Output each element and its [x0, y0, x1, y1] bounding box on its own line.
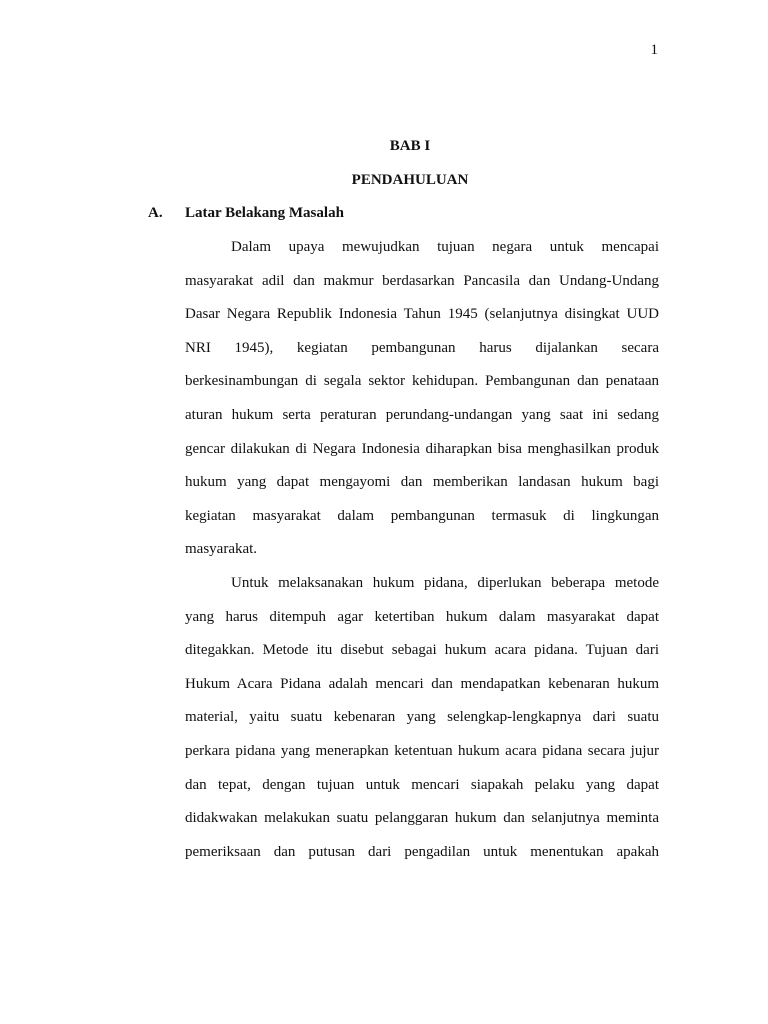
- section-title: Latar Belakang Masalah: [185, 205, 344, 221]
- paragraph-line: pemeriksaan dan putusan dari pengadilan untuk menentukan apakah: [185, 843, 659, 860]
- chapter-title: PENDAHULUAN: [351, 172, 469, 188]
- paragraph-line: hukum yang dapat mengayomi dan memberikan landasan hukum bagi: [185, 474, 659, 491]
- section-heading: [148, 205, 344, 222]
- paragraph-1: [185, 237, 659, 573]
- paragraph-line: masyarakat.: [185, 541, 258, 558]
- paragraph-line: perkara pidana yang menerapkan ketentuan hukum acara pidana secara jujur: [185, 742, 659, 759]
- paragraph-line: NRI 1945), kegiatan pembangunan harus dijalankan secara: [185, 339, 659, 356]
- paragraph-line: berkesinambungan di segala sektor kehidupan. Pembangunan dan penataan: [185, 373, 659, 390]
- paragraph-line: Dasar Negara Republik Indonesia Tahun 1945 (selanjutnya disingkat UUD: [185, 306, 659, 323]
- paragraph-line: kegiatan masyarakat dalam pembangunan termasuk di lingkungan: [185, 507, 659, 524]
- paragraph-line: Untuk melaksanakan hukum pidana, diperlukan beberapa metode: [231, 575, 659, 591]
- paragraph-line: didakwakan melakukan suatu pelanggaran hukum dan selanjutnya meminta: [185, 810, 659, 827]
- page-number: 1: [650, 42, 658, 58]
- paragraph-line: Dalam upaya mewujudkan tujuan negara untuk mencapai: [231, 239, 659, 255]
- paragraph-line: gencar dilakukan di Negara Indonesia diharapkan bisa menghasilkan produk: [185, 440, 659, 457]
- paragraph-line: Hukum Acara Pidana adalah mencari dan mendapatkan kebenaran hukum: [185, 675, 659, 692]
- paragraph-2: [185, 573, 659, 875]
- chapter-label: BAB I: [389, 138, 431, 154]
- paragraph-line: aturan hukum serta peraturan perundang-undangan yang saat ini sedang: [185, 406, 659, 423]
- paragraph-line: yang harus ditempuh agar ketertiban hukum dalam masyarakat dapat: [185, 608, 659, 625]
- paragraph-line: material, yaitu suatu kebenaran yang selengkap-lengkapnya dari suatu: [185, 709, 659, 726]
- paragraph-line: ditegakkan. Metode itu disebut sebagai hukum acara pidana. Tujuan dari: [185, 642, 659, 659]
- section-letter: A.: [148, 205, 163, 221]
- paragraph-line: masyarakat adil dan makmur berdasarkan Pancasila dan Undang-Undang: [185, 272, 659, 289]
- paragraph-line: dan tepat, dengan tujuan untuk mencari siapakah pelaku yang dapat: [185, 776, 659, 793]
